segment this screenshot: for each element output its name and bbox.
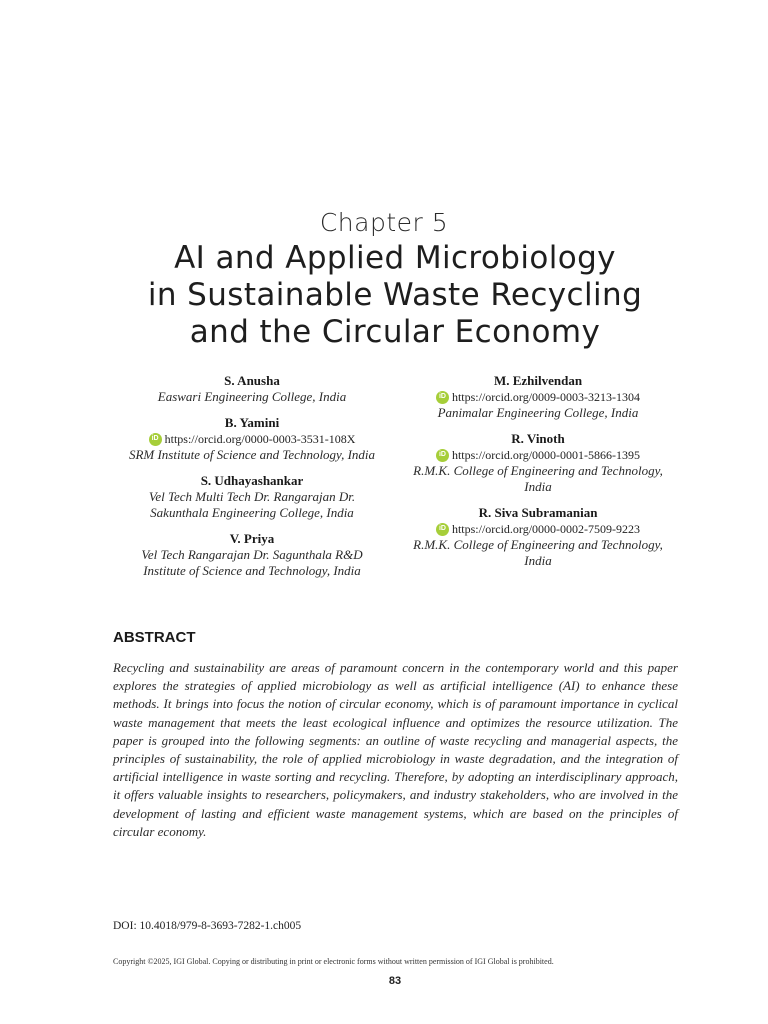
author-block: [388, 373, 688, 421]
orcid-link[interactable]: [388, 447, 688, 463]
author-block: [388, 431, 688, 495]
author-name: R. Siva Subramanian: [478, 505, 598, 520]
page-number: 83: [388, 975, 402, 987]
author-affiliation: Vel Tech Multi Tech Dr. Rangarajan Dr. Sakunthala Engineering College, India: [148, 489, 356, 520]
orcid-url[interactable]: https://orcid.org/0009-0003-3213-1304: [451, 390, 641, 404]
orcid-icon: iD: [436, 449, 449, 462]
orcid-link[interactable]: [388, 521, 688, 537]
orcid-icon: iD: [436, 523, 449, 536]
author-affiliation: SRM Institute of Science and Technology, India: [128, 447, 376, 462]
author-affiliation: Panimalar Engineering College, India: [437, 405, 639, 420]
chapter-label: Chapter 5: [319, 208, 449, 237]
orcid-url[interactable]: https://orcid.org/0000-0002-7509-9223: [451, 522, 641, 536]
author-affiliation: Vel Tech Rangarajan Dr. Sagunthala R&D Institute of Science and Technology, India: [141, 547, 363, 578]
chapter-title-line: in Sustainable Waste Recycling: [147, 277, 643, 313]
abstract-heading: ABSTRACT: [113, 629, 196, 646]
orcid-link[interactable]: [102, 431, 402, 447]
chapter-title: [0, 240, 768, 351]
author-block: [388, 505, 688, 569]
doi-line: DOI: 10.4018/979-8-3693-7282-1.ch005: [113, 920, 302, 932]
chapter-title-line: AI and Applied Microbiology: [174, 240, 616, 276]
author-list: [0, 373, 768, 623]
orcid-link[interactable]: [388, 389, 688, 405]
author-block: [102, 531, 402, 579]
author-affiliation: Easwari Engineering College, India: [157, 389, 347, 404]
author-affiliation: R.M.K. College of Engineering and Technology, India: [413, 463, 663, 494]
orcid-url[interactable]: https://orcid.org/0000-0003-3531-108X: [164, 432, 356, 446]
abstract-text: Recycling and sustainability are areas of paramount concern in the contemporary world and this paper explores the strategies of applied microbiology as well as artificial intelligence (AI) to enhance these methods. It brings into focus the notion of circular economy, which is of paramount importance in cyclical waste management that meets the least ecological influence and optimizes the resource utilization. The paper is grouped into the following segments: an outline of waste recycling and managerial aspects, the principles of sustainability, the role of applied microbiology in waste degradation, and the integration of artificial intelligence in waste sorting and recycling. Therefore, by adopting an interdisciplinary approach, it offers valuable insights to researchers, policymakers, and industry stakeholders, who are involved in the development of lasting and efficient waste management systems, which are based on the principles of circular economy.: [113, 660, 678, 839]
author-name: M. Ezhilvendan: [493, 373, 583, 388]
author-name: B. Yamini: [224, 415, 280, 430]
author-name: S. Anusha: [224, 373, 280, 388]
author-name: V. Priya: [229, 531, 275, 546]
author-block: [102, 373, 402, 405]
chapter-title-line: and the Circular Economy: [189, 314, 601, 350]
author-name: R. Vinoth: [511, 431, 565, 446]
orcid-icon: iD: [149, 433, 162, 446]
author-affiliation: R.M.K. College of Engineering and Technology, India: [413, 537, 663, 568]
author-column-right: [388, 373, 688, 579]
orcid-url[interactable]: https://orcid.org/0000-0001-5866-1395: [451, 448, 641, 462]
copyright-notice: Copyright ©2025, IGI Global. Copying or distributing in print or electronic forms without written permission of IGI Global is prohibited.: [113, 957, 554, 966]
author-block: [102, 415, 402, 463]
author-block: [102, 473, 402, 521]
orcid-icon: iD: [436, 391, 449, 404]
author-name: S. Udhayashankar: [200, 473, 304, 488]
author-column-left: [102, 373, 402, 589]
